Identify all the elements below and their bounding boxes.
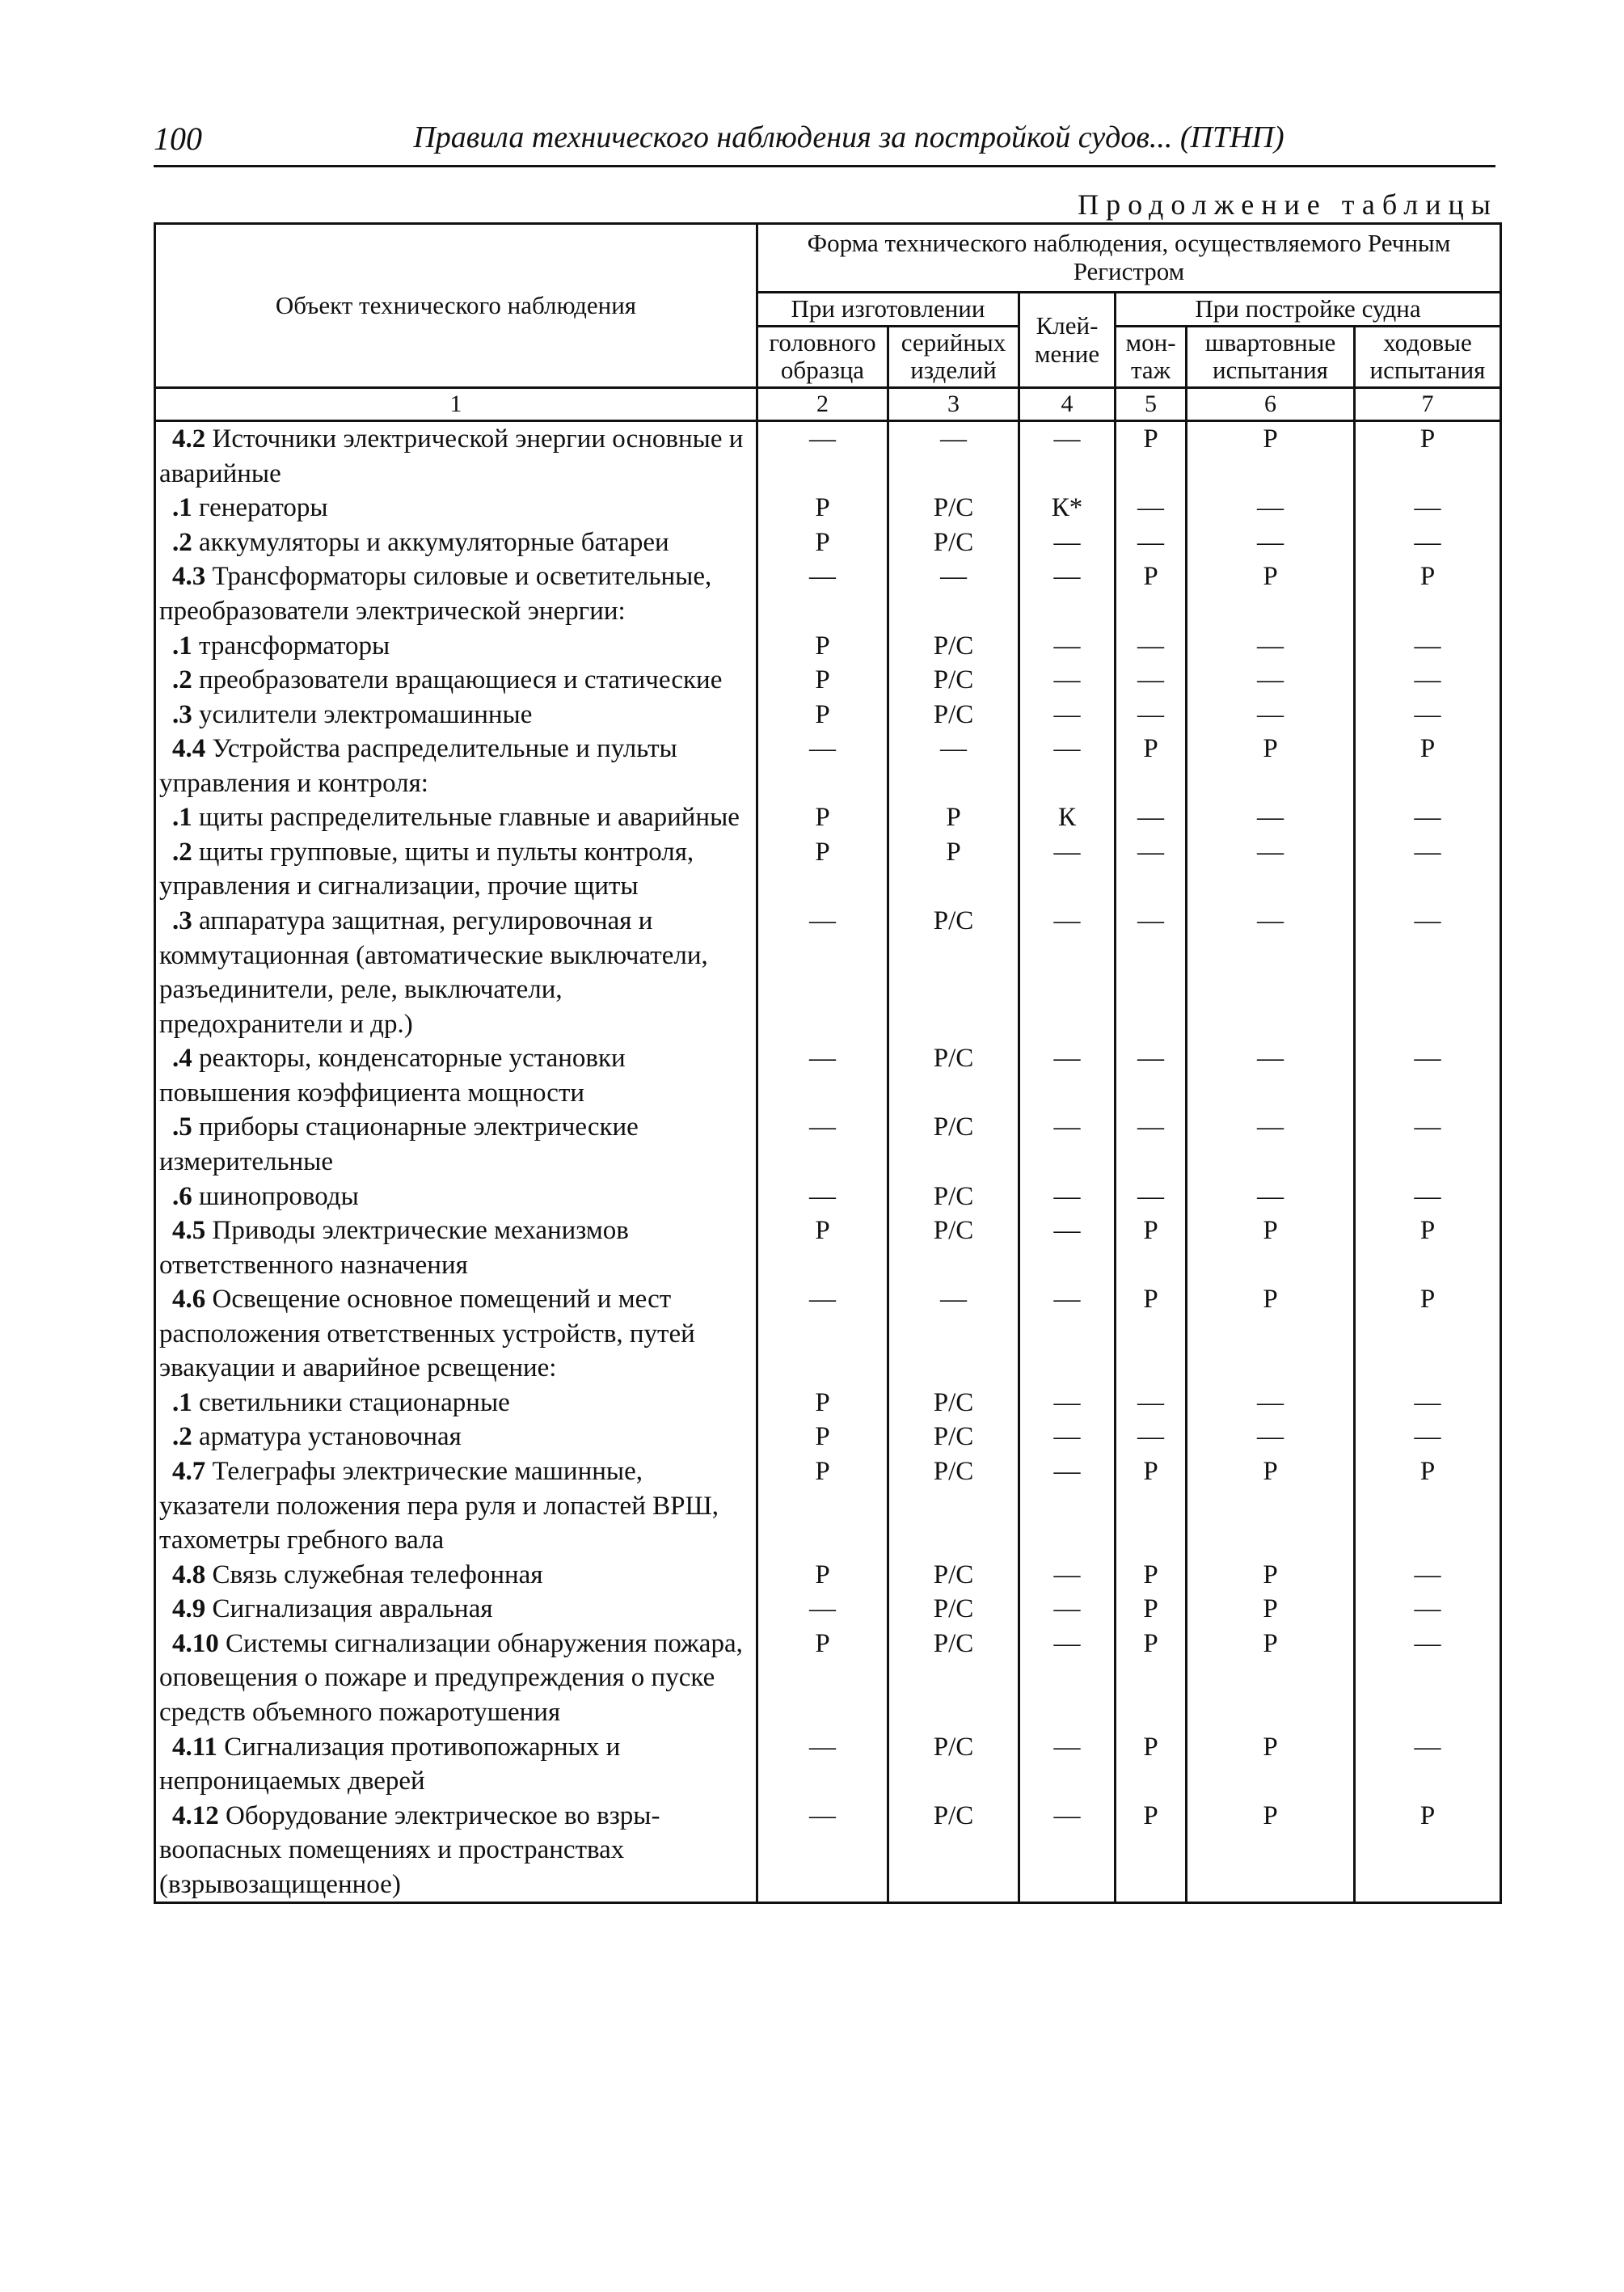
form-cell: — bbox=[1019, 421, 1116, 492]
form-cell: — bbox=[1187, 800, 1355, 835]
form-cell: Р bbox=[1116, 559, 1187, 628]
form-cell: — bbox=[1355, 800, 1501, 835]
table-row bbox=[155, 1730, 1501, 1799]
form-cell: Р bbox=[888, 800, 1019, 835]
row-object bbox=[155, 421, 757, 492]
row-text: Устройства распределительные и пульты управления и контроля: bbox=[159, 734, 677, 798]
form-cell: Р/С bbox=[888, 663, 1019, 698]
form-cell: — bbox=[1116, 698, 1187, 732]
form-cell: Р/С bbox=[888, 1592, 1019, 1627]
row-number: .2 bbox=[172, 665, 192, 695]
row-object bbox=[155, 1282, 757, 1386]
form-cell: — bbox=[1116, 1420, 1187, 1454]
form-cell: — bbox=[757, 559, 888, 628]
header-marking: Клей-мение bbox=[1019, 293, 1116, 388]
row-number: .2 bbox=[172, 1422, 192, 1452]
form-cell: Р bbox=[1355, 1454, 1501, 1558]
table-row bbox=[155, 1386, 1501, 1420]
header-mooring-tests: швартовные испытания bbox=[1187, 326, 1355, 387]
form-cell: Р bbox=[757, 1627, 888, 1730]
row-object bbox=[155, 800, 757, 835]
form-cell: — bbox=[1019, 1386, 1116, 1420]
col-number: 4 bbox=[1019, 388, 1116, 421]
row-number: 4.5 bbox=[172, 1216, 206, 1246]
row-number: .1 bbox=[172, 1387, 192, 1417]
table-row bbox=[155, 1041, 1501, 1110]
form-cell: К* bbox=[1019, 491, 1116, 526]
form-cell: — bbox=[1116, 1110, 1187, 1179]
table-row bbox=[155, 1420, 1501, 1454]
form-cell: — bbox=[1019, 698, 1116, 732]
form-cell: — bbox=[1116, 835, 1187, 904]
form-cell: Р bbox=[757, 1558, 888, 1593]
form-cell: — bbox=[1019, 1110, 1116, 1179]
supervision-table bbox=[154, 222, 1502, 1904]
form-cell: Р bbox=[1187, 1214, 1355, 1282]
form-cell: — bbox=[757, 1799, 888, 1903]
form-cell: — bbox=[1116, 1386, 1187, 1420]
row-object bbox=[155, 1799, 757, 1903]
form-cell: Р/С bbox=[888, 1420, 1019, 1454]
row-object bbox=[155, 559, 757, 628]
form-cell: Р/С bbox=[888, 1627, 1019, 1730]
table-row bbox=[155, 559, 1501, 628]
form-cell: — bbox=[1187, 698, 1355, 732]
form-cell: — bbox=[1187, 1110, 1355, 1179]
form-cell: Р bbox=[1116, 1454, 1187, 1558]
form-cell: — bbox=[888, 1282, 1019, 1386]
form-cell: — bbox=[1019, 526, 1116, 560]
form-cell: — bbox=[1019, 1592, 1116, 1627]
table-row bbox=[155, 1627, 1501, 1730]
row-object bbox=[155, 629, 757, 664]
form-cell: — bbox=[1187, 904, 1355, 1041]
row-number: 4.11 bbox=[172, 1732, 217, 1762]
row-object bbox=[155, 698, 757, 732]
form-cell: Р bbox=[757, 1214, 888, 1282]
form-cell: Р/С bbox=[888, 491, 1019, 526]
table-row bbox=[155, 629, 1501, 664]
header-sea-trials: ходовые испытания bbox=[1355, 326, 1501, 387]
form-cell: — bbox=[1355, 1420, 1501, 1454]
table-row bbox=[155, 526, 1501, 560]
row-object bbox=[155, 732, 757, 800]
col-number: 7 bbox=[1355, 388, 1501, 421]
form-cell: Р bbox=[1355, 1214, 1501, 1282]
form-cell: Р/С bbox=[888, 1110, 1019, 1179]
row-object bbox=[155, 1420, 757, 1454]
form-cell: — bbox=[1355, 1558, 1501, 1593]
form-cell: — bbox=[1187, 1386, 1355, 1420]
col-number: 3 bbox=[888, 388, 1019, 421]
form-cell: — bbox=[1116, 1180, 1187, 1214]
form-cell: — bbox=[1187, 491, 1355, 526]
header-construction: При постройке судна bbox=[1116, 293, 1501, 327]
row-text: Телеграфы электрические машинные, указатели положения пера руля и лопастей ВРШ, тахометры гребного вала bbox=[159, 1457, 719, 1555]
row-text: Сигнализация авральная bbox=[205, 1594, 493, 1624]
form-cell: — bbox=[1019, 732, 1116, 800]
row-number: .2 bbox=[172, 837, 192, 867]
row-text: арматура установочная bbox=[192, 1422, 462, 1452]
row-object bbox=[155, 904, 757, 1041]
form-cell: — bbox=[1187, 1420, 1355, 1454]
form-cell: — bbox=[1355, 1386, 1501, 1420]
form-cell: — bbox=[1116, 800, 1187, 835]
col-number: 2 bbox=[757, 388, 888, 421]
row-number: .1 bbox=[172, 493, 192, 523]
col-number: 1 bbox=[155, 388, 757, 421]
form-cell: Р/С bbox=[888, 526, 1019, 560]
row-text: реакторы, конденсаторные установки повышения коэффициента мощности bbox=[159, 1044, 626, 1108]
form-cell: — bbox=[1116, 1041, 1187, 1110]
form-cell: Р/С bbox=[888, 1214, 1019, 1282]
form-cell: — bbox=[888, 559, 1019, 628]
form-cell: — bbox=[1355, 698, 1501, 732]
header-form: Форма технического наблюдения, осуществляемого Речным Регистром bbox=[757, 224, 1501, 293]
row-text: Приводы электрические механизмов ответственного назначения bbox=[159, 1216, 629, 1280]
row-number: 4.9 bbox=[172, 1594, 206, 1624]
form-cell: — bbox=[1355, 1592, 1501, 1627]
row-text: щиты групповые, щиты и пульты контроля, управления и сигнализации, прочие щиты bbox=[159, 837, 694, 901]
form-cell: — bbox=[1019, 663, 1116, 698]
form-cell: Р bbox=[1187, 1454, 1355, 1558]
form-cell: Р/С bbox=[888, 1799, 1019, 1903]
form-cell: Р bbox=[1116, 1214, 1187, 1282]
table-row bbox=[155, 1214, 1501, 1282]
header-mounting: мон-таж bbox=[1116, 326, 1187, 387]
form-cell: Р bbox=[757, 800, 888, 835]
form-cell: — bbox=[1187, 663, 1355, 698]
form-cell: — bbox=[1019, 629, 1116, 664]
form-cell: Р bbox=[1187, 1558, 1355, 1593]
form-cell: — bbox=[1355, 1730, 1501, 1799]
form-cell: К bbox=[1019, 800, 1116, 835]
form-cell: — bbox=[1355, 491, 1501, 526]
form-cell: Р bbox=[888, 835, 1019, 904]
form-cell: — bbox=[757, 1592, 888, 1627]
row-number: 4.3 bbox=[172, 562, 206, 592]
row-object bbox=[155, 1386, 757, 1420]
table-row bbox=[155, 698, 1501, 732]
form-cell: Р/С bbox=[888, 1558, 1019, 1593]
table-row bbox=[155, 1180, 1501, 1214]
row-text: Освещение основное помещений и мест расположения ответственных устройств, путей эвакуации и аварийное рсвещение: bbox=[159, 1285, 695, 1383]
form-cell: Р bbox=[757, 663, 888, 698]
form-cell: — bbox=[1355, 1110, 1501, 1179]
row-number: 4.4 bbox=[172, 734, 206, 764]
form-cell: Р bbox=[1187, 559, 1355, 628]
form-cell: — bbox=[1187, 526, 1355, 560]
row-text: Системы сигнализации обнаружения пожара, оповещения о пожаре и предупреждения о пуске средств объемного пожаротушения bbox=[159, 1628, 743, 1727]
row-text: приборы стационарные электрические измерительные bbox=[159, 1112, 639, 1176]
form-cell: — bbox=[1187, 835, 1355, 904]
table-continuation-label: Продолжение таблицы bbox=[1078, 188, 1498, 221]
form-cell: Р bbox=[757, 1454, 888, 1558]
form-cell: — bbox=[757, 1730, 888, 1799]
form-cell: — bbox=[1019, 1730, 1116, 1799]
form-cell: — bbox=[1355, 663, 1501, 698]
page-number: 100 bbox=[154, 120, 202, 157]
row-number: 4.2 bbox=[172, 424, 206, 454]
form-cell: — bbox=[1019, 1180, 1116, 1214]
form-cell: — bbox=[1116, 526, 1187, 560]
row-object bbox=[155, 526, 757, 560]
table-row bbox=[155, 800, 1501, 835]
table-row bbox=[155, 1799, 1501, 1903]
header-serial: серийных изделий bbox=[888, 326, 1019, 387]
row-number: .4 bbox=[172, 1044, 192, 1074]
form-cell: Р bbox=[1116, 1627, 1187, 1730]
row-number: .1 bbox=[172, 803, 192, 833]
table-row bbox=[155, 732, 1501, 800]
form-cell: Р bbox=[757, 1386, 888, 1420]
row-number: 4.10 bbox=[172, 1628, 219, 1658]
form-cell: — bbox=[1019, 559, 1116, 628]
form-cell: — bbox=[1019, 1420, 1116, 1454]
row-number: .2 bbox=[172, 527, 192, 557]
row-text: щиты распределительные главные и аварийные bbox=[192, 803, 740, 833]
table-row bbox=[155, 1592, 1501, 1627]
form-cell: Р bbox=[1116, 1592, 1187, 1627]
table-row bbox=[155, 835, 1501, 904]
form-cell: Р bbox=[1116, 1282, 1187, 1386]
form-cell: Р bbox=[757, 526, 888, 560]
form-cell: — bbox=[1019, 1214, 1116, 1282]
row-object bbox=[155, 835, 757, 904]
running-head bbox=[154, 120, 1495, 167]
row-text: Оборудование электрическое во взрывоопасных помещениях и пространствах (взрывозащищенное) bbox=[159, 1800, 660, 1899]
form-cell: Р bbox=[1116, 732, 1187, 800]
form-cell: — bbox=[757, 904, 888, 1041]
table-row bbox=[155, 1110, 1501, 1179]
form-cell: Р bbox=[757, 1420, 888, 1454]
form-cell: — bbox=[1355, 1627, 1501, 1730]
form-cell: Р/С bbox=[888, 1041, 1019, 1110]
row-number: .3 bbox=[172, 699, 192, 729]
form-cell: — bbox=[757, 421, 888, 492]
row-number: 4.12 bbox=[172, 1800, 219, 1830]
form-cell: — bbox=[1116, 904, 1187, 1041]
row-text: трансформаторы bbox=[192, 631, 390, 661]
form-cell: — bbox=[1116, 491, 1187, 526]
form-cell: Р bbox=[1355, 732, 1501, 800]
form-cell: — bbox=[1116, 629, 1187, 664]
form-cell: Р/С bbox=[888, 1180, 1019, 1214]
form-cell: Р/С bbox=[888, 698, 1019, 732]
form-cell: — bbox=[757, 1110, 888, 1179]
form-cell: Р bbox=[1355, 1282, 1501, 1386]
form-cell: Р bbox=[1116, 421, 1187, 492]
table-row bbox=[155, 491, 1501, 526]
running-title: Правила технического наблюдения за постройкой судов... (ПТНП) bbox=[413, 120, 1284, 154]
form-cell: Р bbox=[757, 491, 888, 526]
form-cell: — bbox=[1187, 1041, 1355, 1110]
row-text: Связь служебная телефонная bbox=[205, 1560, 543, 1589]
form-cell: Р bbox=[1355, 1799, 1501, 1903]
form-cell: — bbox=[1355, 835, 1501, 904]
form-cell: Р bbox=[1187, 421, 1355, 492]
form-cell: — bbox=[888, 421, 1019, 492]
row-text: генераторы bbox=[192, 493, 328, 523]
row-object bbox=[155, 1110, 757, 1179]
form-cell: Р bbox=[1116, 1730, 1187, 1799]
row-number: 4.8 bbox=[172, 1560, 206, 1589]
form-cell: Р bbox=[1116, 1558, 1187, 1593]
row-text: преобразователи вращающиеся и статические bbox=[192, 665, 723, 695]
form-cell: — bbox=[757, 1041, 888, 1110]
form-cell: Р/С bbox=[888, 1730, 1019, 1799]
table-row bbox=[155, 904, 1501, 1041]
row-object bbox=[155, 1592, 757, 1627]
form-cell: Р bbox=[1355, 559, 1501, 628]
table-row bbox=[155, 663, 1501, 698]
form-cell: Р bbox=[1187, 732, 1355, 800]
form-cell: — bbox=[757, 1282, 888, 1386]
form-cell: Р bbox=[1187, 1627, 1355, 1730]
form-cell: Р bbox=[1355, 421, 1501, 492]
form-cell: — bbox=[1187, 1180, 1355, 1214]
row-text: Трансформаторы силовые и осветительные, преобразователи электрической энергии: bbox=[159, 562, 712, 626]
row-number: 4.7 bbox=[172, 1457, 206, 1487]
row-object bbox=[155, 491, 757, 526]
table-row bbox=[155, 1282, 1501, 1386]
row-number: .1 bbox=[172, 631, 192, 661]
form-cell: — bbox=[888, 732, 1019, 800]
form-cell: — bbox=[1355, 526, 1501, 560]
form-cell: — bbox=[1019, 1558, 1116, 1593]
form-cell: Р bbox=[1187, 1592, 1355, 1627]
form-cell: — bbox=[757, 1180, 888, 1214]
header-prototype: головного образца bbox=[757, 326, 888, 387]
table-header bbox=[155, 224, 1501, 421]
col-number: 5 bbox=[1116, 388, 1187, 421]
form-cell: — bbox=[1116, 663, 1187, 698]
row-text: Источники электрической энергии основные и аварийные bbox=[159, 424, 744, 488]
table-row bbox=[155, 421, 1501, 492]
row-number: .5 bbox=[172, 1112, 192, 1142]
row-number: .6 bbox=[172, 1181, 192, 1211]
row-object bbox=[155, 1180, 757, 1214]
form-cell: — bbox=[1355, 629, 1501, 664]
row-object bbox=[155, 1041, 757, 1110]
table-body bbox=[155, 421, 1501, 1903]
row-text: аппаратура защитная, регулировочная и коммутационная (автоматические выключатели, разъединители, реле, выключатели, предохранители и др.) bbox=[159, 906, 708, 1039]
col-number: 6 bbox=[1187, 388, 1355, 421]
form-cell: — bbox=[1019, 835, 1116, 904]
row-object bbox=[155, 1730, 757, 1799]
form-cell: — bbox=[1187, 629, 1355, 664]
row-text: светильники стационарные bbox=[192, 1387, 510, 1417]
form-cell: — bbox=[757, 732, 888, 800]
form-cell: Р/С bbox=[888, 1386, 1019, 1420]
form-cell: Р bbox=[757, 698, 888, 732]
form-cell: — bbox=[1355, 1041, 1501, 1110]
form-cell: Р bbox=[757, 629, 888, 664]
row-object bbox=[155, 1214, 757, 1282]
form-cell: Р bbox=[1187, 1799, 1355, 1903]
row-text: усилители электромашинные bbox=[192, 699, 533, 729]
form-cell: Р bbox=[757, 835, 888, 904]
form-cell: — bbox=[1019, 1282, 1116, 1386]
form-cell: — bbox=[1355, 1180, 1501, 1214]
form-cell: — bbox=[1019, 1799, 1116, 1903]
row-object bbox=[155, 1627, 757, 1730]
row-object bbox=[155, 663, 757, 698]
form-cell: — bbox=[1019, 1041, 1116, 1110]
form-cell: Р bbox=[1187, 1282, 1355, 1386]
form-cell: Р bbox=[1187, 1730, 1355, 1799]
row-text: Сигнализация противопожарных и непроницаемых дверей bbox=[159, 1732, 621, 1796]
row-object bbox=[155, 1454, 757, 1558]
row-number: .3 bbox=[172, 906, 192, 936]
row-number: 4.6 bbox=[172, 1285, 206, 1315]
table-row bbox=[155, 1558, 1501, 1593]
form-cell: — bbox=[1355, 904, 1501, 1041]
header-object: Объект технического наблюдения bbox=[155, 224, 757, 388]
header-manufacturing: При изготовлении bbox=[757, 293, 1019, 327]
row-object bbox=[155, 1558, 757, 1593]
row-text: шинопроводы bbox=[192, 1181, 359, 1211]
form-cell: — bbox=[1019, 1627, 1116, 1730]
form-cell: Р/С bbox=[888, 629, 1019, 664]
form-cell: Р bbox=[1116, 1799, 1187, 1903]
form-cell: — bbox=[1019, 1454, 1116, 1558]
form-cell: — bbox=[1019, 904, 1116, 1041]
form-cell: Р/С bbox=[888, 904, 1019, 1041]
table-row bbox=[155, 1454, 1501, 1558]
form-cell: Р/С bbox=[888, 1454, 1019, 1558]
row-text: аккумуляторы и аккумуляторные батареи bbox=[192, 527, 669, 557]
